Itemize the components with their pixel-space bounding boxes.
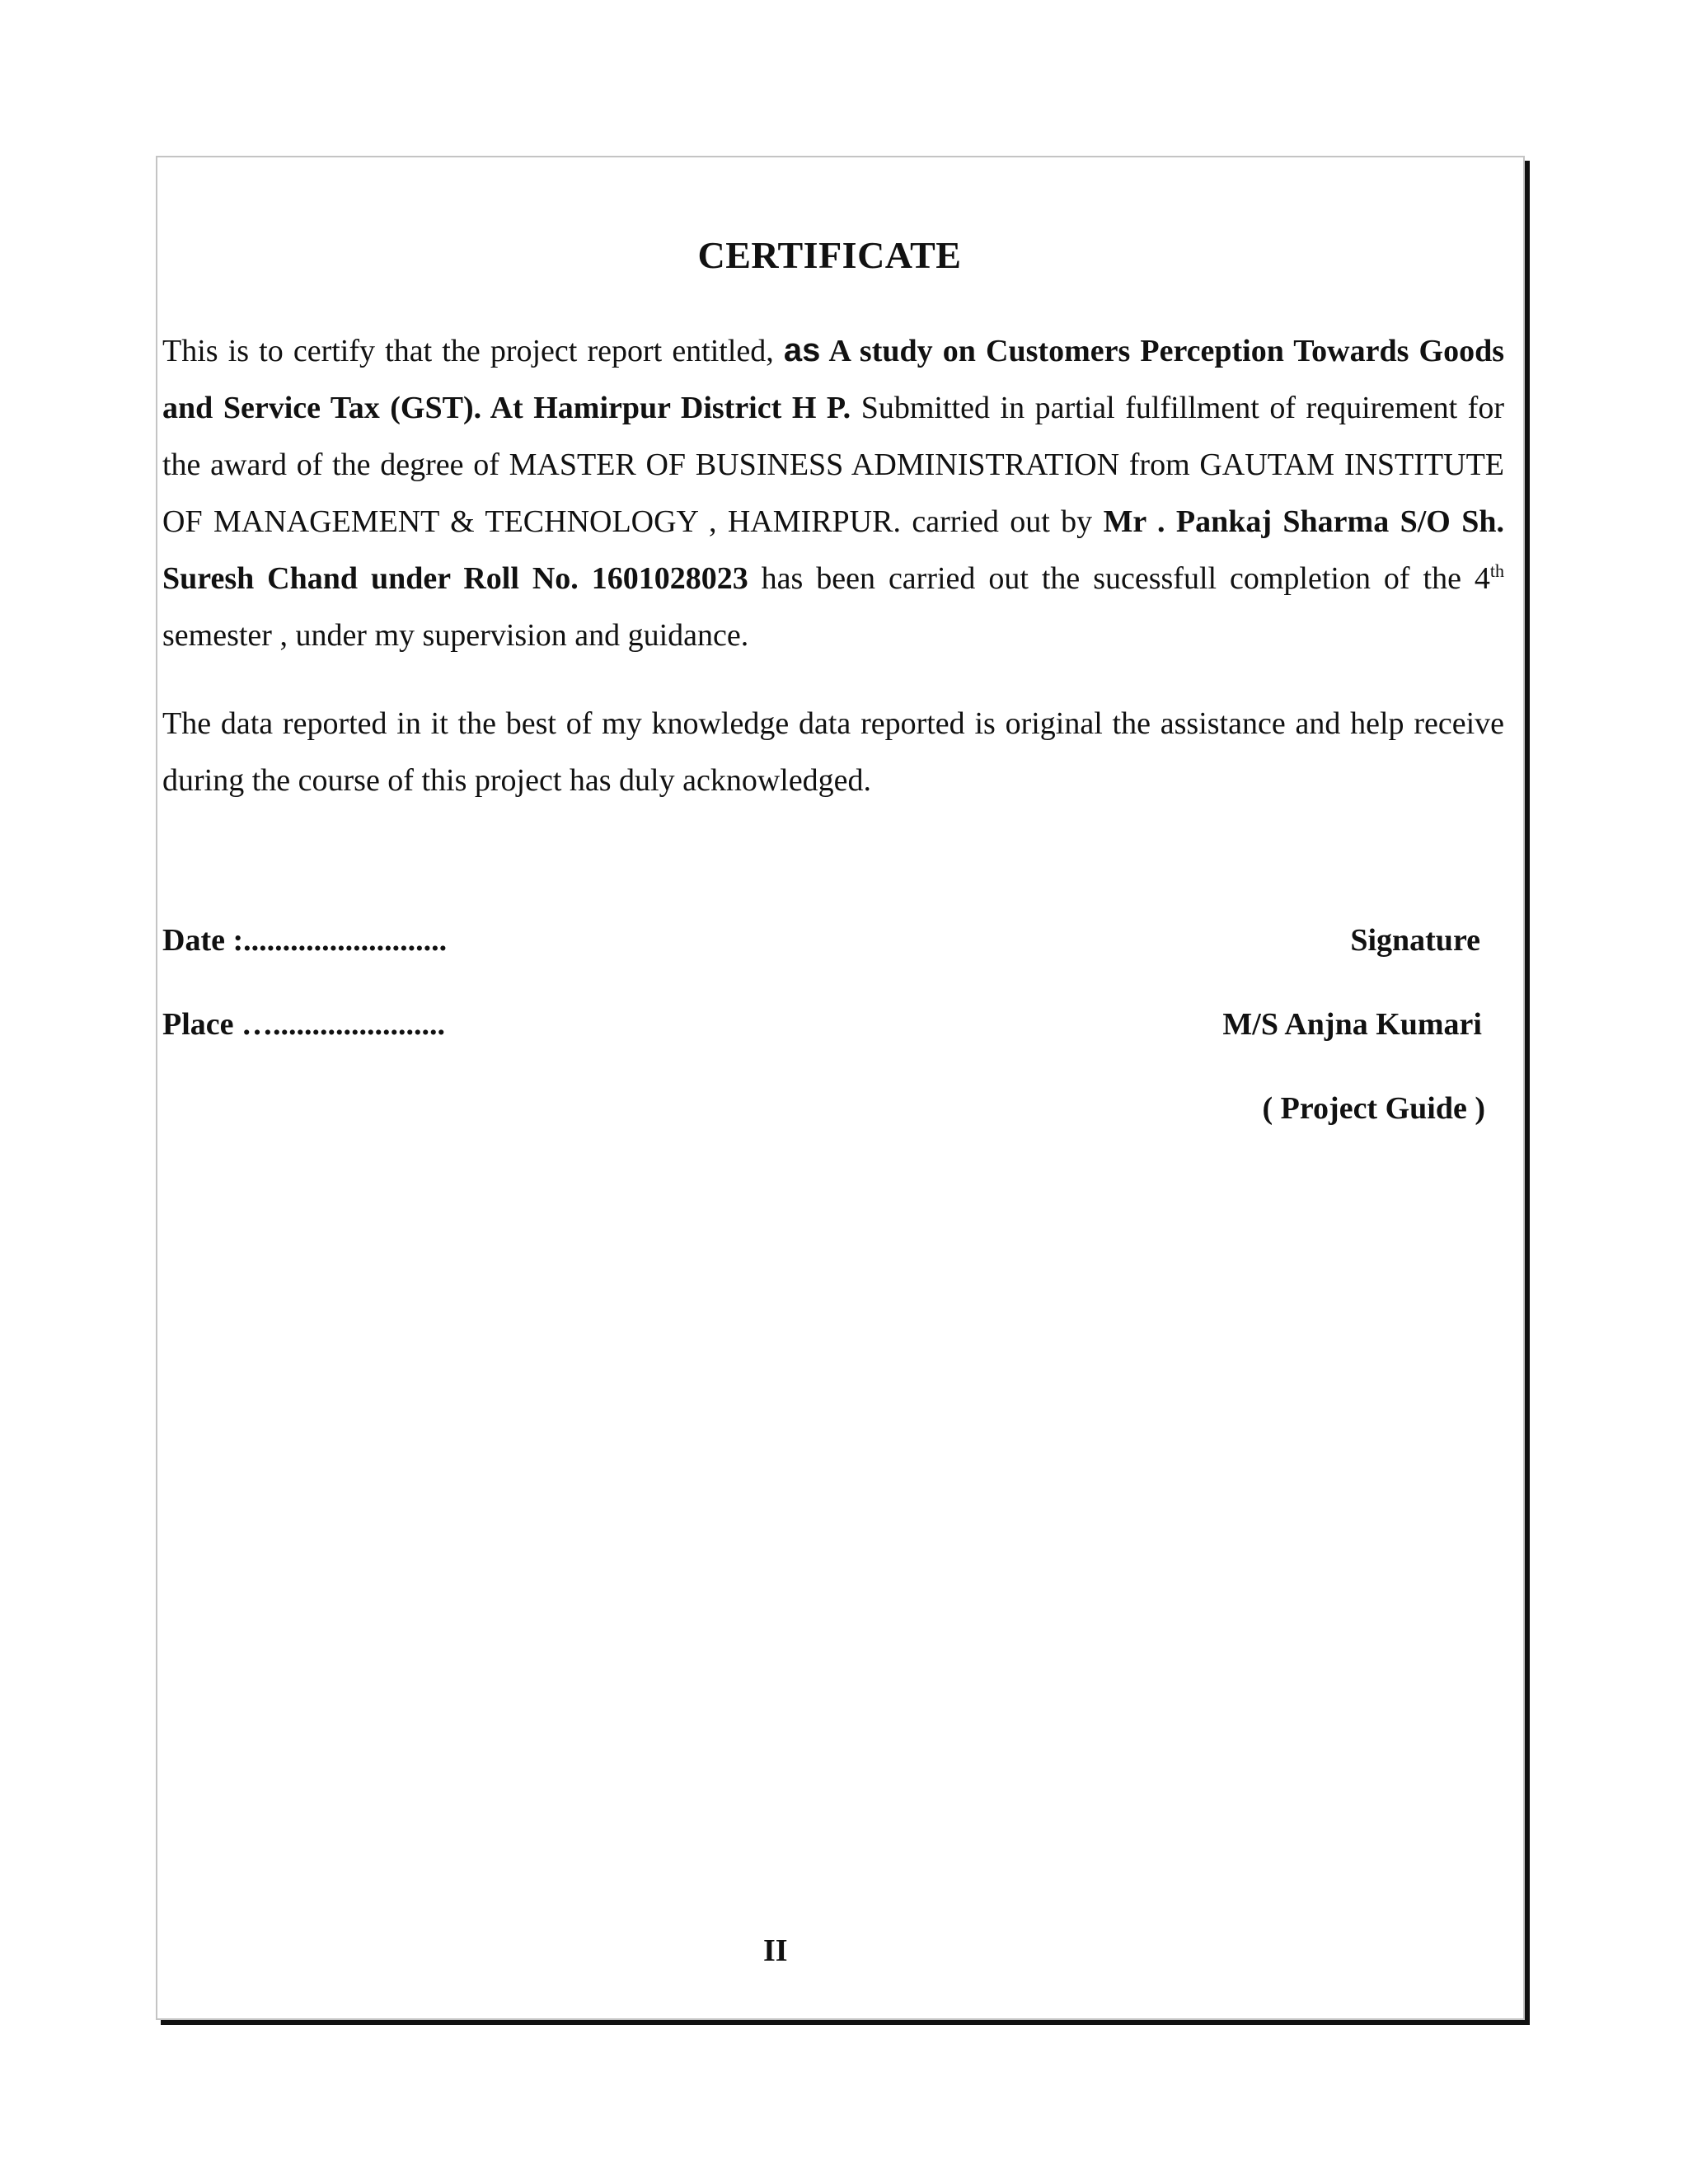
date-line: Date :..........................	[162, 923, 448, 958]
project-title: A study on Customers Perception Towards Goods and Service Tax (GST). At Hamirpur District H P.	[162, 334, 1504, 425]
para1-completion-text: has been carried out the sucessfull completion of the 4	[748, 561, 1490, 596]
certificate-title	[157, 233, 1523, 277]
place-line: Place …......................	[162, 1007, 446, 1042]
page-number: II	[763, 1933, 788, 1968]
para1-degree-text: Submitted in partial fulfillment of requirement for the award of the degree of MASTER OF BUSINESS ADMINISTRATION from GAUTAM INSTITUTE OF MANAGEMENT & TECHNOLOGY , HAMIRPUR. carried out by	[162, 391, 1504, 539]
para1-intro: This is to certify that the project report entitled,	[162, 334, 784, 368]
guide-name: M/S Anjna Kumari	[1222, 1007, 1482, 1042]
signature-label: Signature	[1350, 923, 1480, 958]
certificate-paragraph-1	[162, 322, 1504, 664]
student-details: Mr . Pankaj Sharma S/O Sh. Suresh Chand under Roll No. 1601028023	[162, 504, 1505, 596]
certificate-paragraph-2: The data reported in it the best of my knowledge data reported is original the assistance and help receive during the course of this project has duly acknowledged.	[162, 706, 1504, 798]
ordinal-suffix: th	[1489, 560, 1504, 581]
para1-supervision-text: semester , under my supervision and guidance.	[162, 618, 749, 653]
certificate-page	[156, 156, 1525, 2020]
guide-role: ( Project Guide )	[1262, 1091, 1485, 1126]
title-text: CERTIFICATE	[697, 234, 962, 276]
para1-as-word: as	[783, 332, 821, 368]
